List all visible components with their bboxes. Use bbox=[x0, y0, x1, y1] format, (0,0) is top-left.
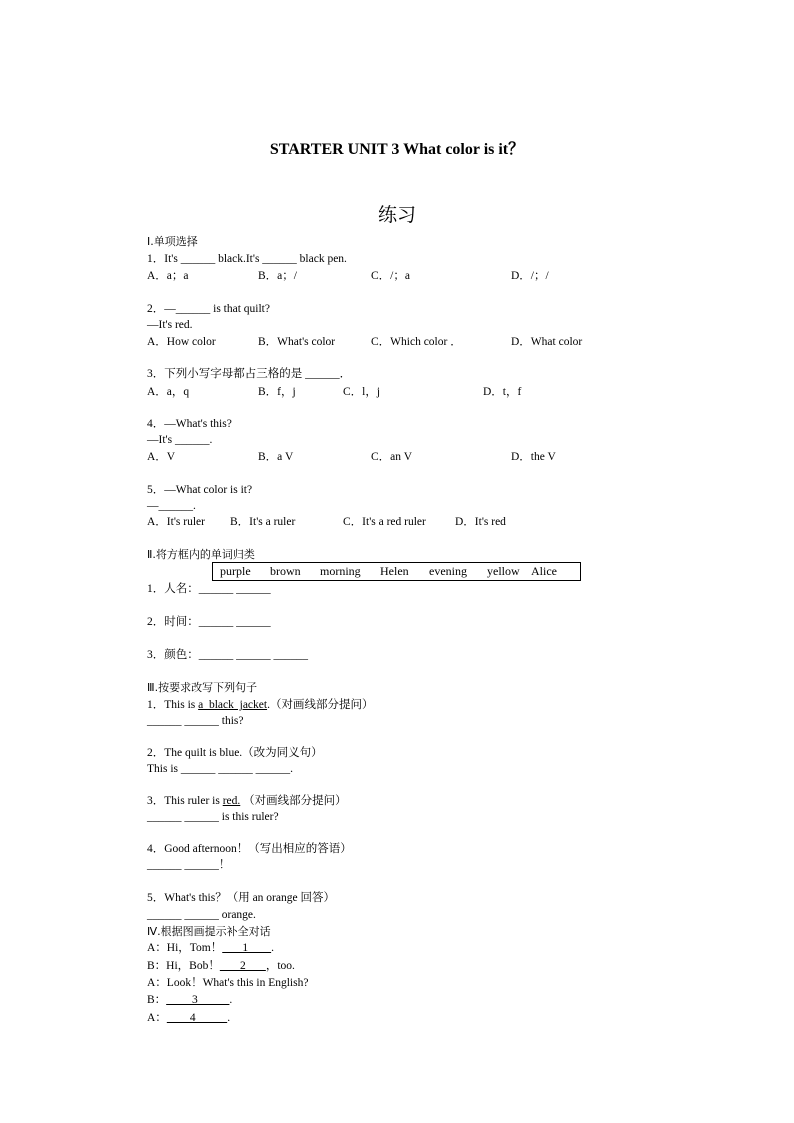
dialog-line-1-speaker: A：Hi，Tom！ bbox=[147, 942, 223, 954]
word-box bbox=[212, 562, 581, 581]
q1-option-b: B．a；/ bbox=[258, 270, 297, 282]
dialog-line-4-speaker: B： bbox=[147, 994, 167, 1006]
q3-option-c: C．l，j bbox=[343, 386, 381, 398]
sec3-q3-text-a: 3．This ruler is bbox=[147, 795, 223, 807]
sec3-q3-text-b: （对画线部分提问） bbox=[240, 795, 347, 807]
dialog-line-2-end: ，too. bbox=[265, 960, 295, 972]
q4-reply: —It's ______. bbox=[147, 434, 213, 446]
q2-option-a: A．How color bbox=[147, 336, 216, 348]
sec3-q3-answer: ______ ______ is this ruler? bbox=[147, 811, 279, 823]
q1-option-d: D．/；/ bbox=[511, 270, 549, 282]
section-2-heading: Ⅱ.将方框内的单词归类 bbox=[147, 548, 255, 561]
section-4-heading: Ⅳ.根据图画提示补全对话 bbox=[147, 925, 271, 938]
q3-option-a: A．a，q bbox=[147, 386, 190, 398]
sec2-item-3: 3．颜色：______ ______ ______ bbox=[147, 649, 308, 661]
sec3-q5: 5．What's this？（用 an orange 回答） bbox=[147, 892, 335, 904]
dialog-blank-2: 2 bbox=[219, 960, 266, 972]
sec2-item-2: 2．时间：______ ______ bbox=[147, 616, 271, 628]
dialog-blank-4: 4 bbox=[166, 1012, 228, 1024]
q3-option-d: D．t，f bbox=[483, 386, 522, 398]
sec3-q1-text-b: .（对画线部分提问） bbox=[267, 699, 374, 711]
word-alice: Alice bbox=[531, 564, 557, 578]
page-title: STARTER UNIT 3 What color is it？ bbox=[269, 141, 525, 158]
q4-stem: 4．—What's this? bbox=[147, 418, 232, 430]
q5-option-a: A．It's ruler bbox=[147, 516, 205, 528]
sec3-q3-underlined: red. bbox=[222, 795, 241, 807]
q2-option-d: D．What color bbox=[511, 336, 583, 348]
q2-option-c: C．Which color ． bbox=[371, 336, 462, 348]
dialog-line-1 bbox=[147, 941, 274, 956]
sec3-q2: 2．The quilt is blue.（改为同义句） bbox=[147, 747, 323, 759]
q4-option-b: B．a V bbox=[258, 451, 294, 463]
dialog-line-5-speaker: A： bbox=[147, 1012, 167, 1024]
dialog-line-3 bbox=[147, 976, 308, 991]
sec3-q1-underlined: a black jacket bbox=[198, 699, 268, 711]
word-yellow: yellow bbox=[487, 564, 520, 578]
dialog-blank-3: 3 bbox=[166, 994, 230, 1006]
sec3-q3 bbox=[147, 794, 347, 809]
section-3-heading: Ⅲ.按要求改写下列句子 bbox=[147, 681, 258, 694]
word-brown: brown bbox=[270, 564, 301, 578]
dialog-line-2 bbox=[147, 959, 295, 974]
q1-option-c: C．/；a bbox=[371, 270, 410, 282]
sec3-q1-text-a: 1．This is bbox=[147, 699, 199, 711]
q2-stem: 2．—______ is that quilt? bbox=[147, 303, 270, 315]
q2-option-b: B．What's color bbox=[258, 336, 336, 348]
page-subtitle: 练习 bbox=[377, 204, 416, 226]
word-evening: evening bbox=[429, 564, 467, 578]
sec3-q1 bbox=[147, 698, 373, 713]
word-helen: Helen bbox=[380, 564, 409, 578]
dialog-line-2-speaker: B：Hi，Bob！ bbox=[147, 960, 220, 972]
q5-option-b: B．It's a ruler bbox=[230, 516, 296, 528]
q5-stem: 5．—What color is it? bbox=[147, 484, 253, 496]
sec2-item-1: 1．人名：______ ______ bbox=[147, 583, 271, 595]
word-purple: purple bbox=[220, 564, 251, 578]
dialog-line-1-end: . bbox=[271, 942, 274, 954]
q4-option-d: D．the V bbox=[511, 451, 556, 463]
q5-option-d: D．It's red bbox=[455, 516, 506, 528]
q5-reply: —______. bbox=[147, 500, 196, 512]
dialog-line-4-end: . bbox=[229, 994, 233, 1006]
q5-option-c: C．It's a red ruler bbox=[343, 516, 426, 528]
sec3-q5-answer: ______ ______ orange. bbox=[147, 909, 256, 921]
q4-option-a: A．V bbox=[147, 451, 176, 463]
q2-reply: —It's red. bbox=[147, 319, 193, 331]
sec3-q4-answer: ______ ______！ bbox=[147, 859, 231, 871]
q3-option-b: B．f，j bbox=[258, 386, 296, 398]
q1-stem: 1．It's ______ black.It's ______ black pen. bbox=[147, 253, 347, 265]
sec3-q1-answer: ______ ______ this? bbox=[147, 715, 244, 727]
dialog-line-3-text: A：Look！What's this in English? bbox=[147, 977, 309, 989]
dialog-line-5 bbox=[147, 1011, 230, 1026]
section-1-heading: Ⅰ.单项选择 bbox=[147, 235, 198, 248]
q1-option-a: A．a；a bbox=[147, 270, 189, 282]
word-morning: morning bbox=[320, 564, 361, 578]
dialog-blank-1: 1 bbox=[222, 942, 272, 954]
dialog-line-4 bbox=[147, 993, 232, 1008]
q3-stem: 3．下列小写字母都占三格的是 ______． bbox=[147, 368, 352, 380]
sec3-q4: 4．Good afternoon！（写出相应的答语） bbox=[147, 843, 352, 855]
dialog-line-5-end: . bbox=[227, 1012, 231, 1024]
q4-option-c: C．an V bbox=[371, 451, 412, 463]
sec3-q2-answer: This is ______ ______ ______. bbox=[147, 763, 293, 775]
